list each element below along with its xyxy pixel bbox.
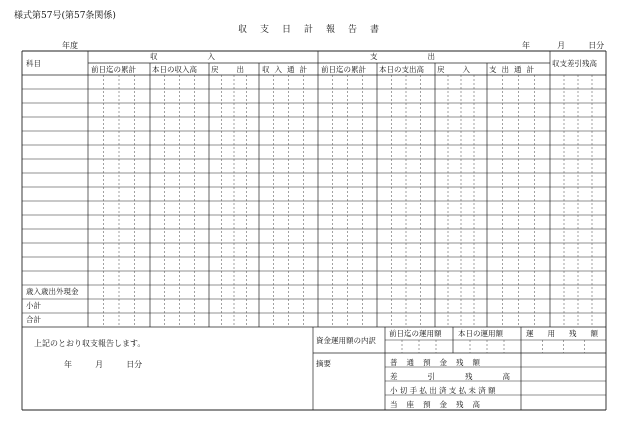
income-col-today: 本日の収入高 <box>152 65 197 74</box>
summary-row-ordinary-deposit: 普通預金残額 <box>390 358 489 367</box>
footer-month-label: 月 <box>95 360 104 369</box>
funds-section-label: 資金運用額の内訳 <box>316 336 376 345</box>
income-group-header: 収入 <box>150 52 265 61</box>
income-col-return: 戻出 <box>211 65 262 74</box>
report-notice: 上記のとおり収支報告します。 <box>34 339 146 348</box>
form-number: 様式第57号(第57条関係) <box>14 11 116 21</box>
row-label-total: 合計 <box>26 315 41 324</box>
income-col-total: 収入通計 <box>262 65 312 74</box>
expense-col-prev: 前日迄の累計 <box>321 65 366 74</box>
day-label: 日分 <box>588 41 605 50</box>
balance-header: 収支差引残高 <box>552 59 597 68</box>
expense-col-today: 本日の支出高 <box>379 65 424 74</box>
footer-date <box>64 361 142 369</box>
expense-group-header: 支出 <box>370 52 485 61</box>
expense-col-total: 支出通計 <box>489 65 539 74</box>
summary-row-current-deposit: 当座預金残高 <box>390 400 489 409</box>
footer-day-label: 日分 <box>126 360 143 369</box>
summary-row-unpaid-checks: 小切手払出済支払未済額 <box>390 386 498 395</box>
funds-col-prev: 前日迄の運用額 <box>389 329 442 338</box>
year-label: 年 <box>522 41 530 50</box>
summary-label: 摘要 <box>316 359 331 368</box>
summary-row-balance: 差引残高 <box>390 372 540 381</box>
subject-header: 科目 <box>26 59 41 68</box>
funds-col-today: 本日の運用額 <box>458 329 503 338</box>
fiscal-year-label: 年度 <box>62 41 78 50</box>
row-label-subtotal: 小計 <box>26 301 41 310</box>
footer-year-label: 年 <box>64 360 72 369</box>
funds-col-remaining: 運用残額 <box>526 329 612 338</box>
month-label: 月 <box>557 41 566 50</box>
page-title: 収支日計報告書 <box>237 25 392 35</box>
row-label-outside-cash: 歳入歳出外現金 <box>26 287 79 296</box>
income-col-prev: 前日迄の累計 <box>91 65 136 74</box>
expense-col-return: 戻入 <box>437 65 488 74</box>
